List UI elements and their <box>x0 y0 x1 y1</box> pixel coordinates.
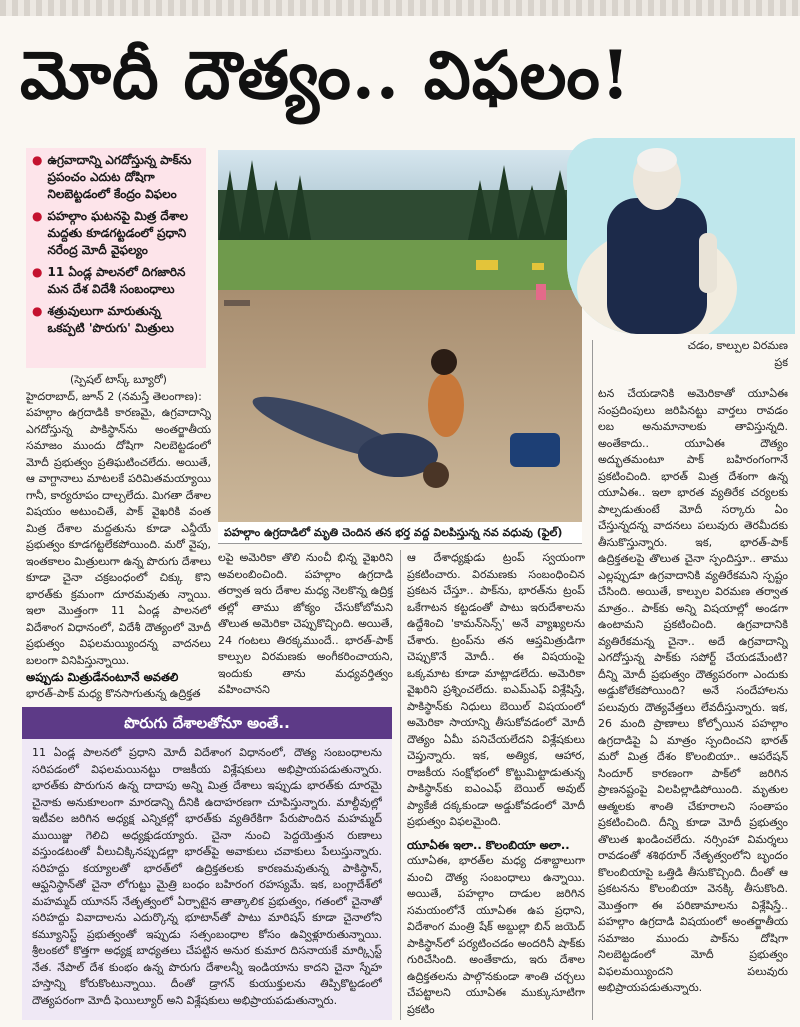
bullet-dot-icon: ● <box>32 304 43 318</box>
column-1 <box>26 372 211 702</box>
bullet-item: ● శత్రువులుగా మారుతున్న ఒకప్పటి 'పొరుగు' మిత్రులు <box>32 304 174 335</box>
bullet-dot-icon: ● <box>32 209 43 223</box>
column-divider <box>592 340 593 1020</box>
column-3-body: ఆ దేశాధ్యక్షుడు ట్రంప్ స్వయంగా ప్రకటించారు. విరమణకు సంబంధించిన ప్రకటన చేస్తూ.. పాక్‌ను, భారత్‌ను ట్రంప్ ఒకేగాటన కట్టడంతో పాటు ఇరుదేశాలను ఉద్దేశించి 'కామన్‌సెన్స్' అనే వ్యాఖ్యలను చేశారు. ట్రంప్‌ను తన ఆప్తమిత్రుడిగా చెప్పుకొనే మోదీ.. ఈ విషయంపై ఒక్కమాట కూడా మాట్లాడలేదు. అమెరికా వైఖరిని ప్రశ్నించలేదు. ఐఎమ్ఎఫ్ విశ్లేషిస్తే, పాకిస్థాన్‌కు నిధులు బెయిల్ విషయంలో అమెరికా సాయాన్ని తీసుకోవడంలో మోదీ దౌత్యం ఏమీ పనిచేయలేదని విశ్లేషకులు చెప్తున్నారు. ఇక, అత్యిక, ఆహార, రాజకీయ సంక్షోభంలో కొట్టుమిట్టాడుతున్న పాకిస్థాన్‌కు ఐఎంఎఫ్ బెయిల్ అవుట్ ప్యాకేజీ దక్కకుండా అడ్డుకోవడంలో మోదీ ప్రభుత్వం విఫలమైంది. <box>407 551 585 828</box>
column-2-body: లపై అమెరికా తొలి నుంచీ భిన్న వైఖరిని అవలంబించింది. పహల్గాం ఉగ్రదాడి తర్వాత ఇరు దేశాల మధ్య నెలకొన్న ఉద్రిక్త తల్లో తాము జోక్యం చేసుకోబోమని తొలుత అమెరికా చెప్పుకొచ్చింది. అయితే, 24 గంటలు తిరక్కముందే.. భారత్-పాక్ కాల్పుల విరమణకు అంగీకరించాయని, ఇందుకు తాను మధ్యవర్తిత్వం వహించానని <box>218 551 393 696</box>
byline: (స్పెషల్ టాస్క్ బ్యూరో) <box>70 373 167 386</box>
bullet-item: ● ఉగ్రవాదాన్ని ఎగదోస్తున్న పాక్‌ను ప్రపంచం ఎదుట దోషిగా నిలబెట్టడంలో కేంద్రం విఫలం <box>32 153 192 201</box>
highlight-bullets <box>26 148 206 368</box>
bullet-dot-icon: ● <box>32 153 43 167</box>
column-3 <box>407 550 585 1020</box>
sidebar-box-title: పొరుగు దేశాలతోనూ అంతే.. <box>22 707 392 739</box>
column-2 <box>218 550 393 702</box>
bullet-item: ● పహల్గాం ఘటనపై మిత్ర దేశాల మద్దతు కూడగట్టడంలో ప్రధాని నరేంద్ర మోదీ వైఫల్యం <box>32 209 188 257</box>
column-4 <box>598 386 788 1020</box>
torn-page-edge <box>0 0 800 16</box>
headline: మోదీ దౌత్యం.. విఫలం! <box>20 36 631 114</box>
column-1-subhead: అప్పుడు మిత్రుడేనంటూనే అవతలి <box>26 670 179 684</box>
main-news-photo <box>218 150 582 522</box>
sidebar-box <box>22 739 392 1020</box>
column-1-tail: భారత్-పాక్ మధ్య కొనసాగుతున్న ఉద్రిక్తత <box>26 686 201 700</box>
dateline: హైదరాబాద్, జూన్ 2 (నమస్తే తెలంగాణ): <box>26 389 202 403</box>
bullet-dot-icon: ● <box>32 265 43 279</box>
column-3-subhead: యూఏఈ ఇలా.. కొలంబియా అలా.. <box>407 837 570 852</box>
column-4-body: టన చేయడానికి అమెరికాతో యూఏఈ సంప్రదింపులు జరిపినట్టు వార్తలు రావడం లబ అనుమానాలకు తావిస్తున్నది. అంతేకాదు.. యూఏఈ దౌత్యం అద్భుతమంటూ పాక్ బహిరంగంగానే ప్రకటించింది. భారత్ మిత్ర దేశంగా ఉన్న యూఏఈ.. ఇలా భారత వ్యతిరేక చర్యలకు పాల్పడుతుంటే మోదీ సర్కారు ఏం చేస్తున్నదన్న వాదనలు పలువురు తెరమీదకు తీసుకొస్తున్నారు. ఇక, భారత్-పాక్ ఉద్రిక్తతలపై తొలుత చైనా స్పందిస్తూ.. తాము ఎల్లప్పుడూ ఉగ్రవాదానికి వ్యతిరేకమని స్పష్టం చేసింది. అయితే, కాల్పుల విరమణ తర్వాత మాత్రం.. పాక్‌కు అన్ని విషయాల్లో అండగా ఉంటామని ప్రకటించింది. ఉగ్రవాదానికి వ్యతిరేకమన్న చైనా.. అదే ఉగ్రవాదాన్ని ఎగదోస్తున్న పాక్‌కు సపోర్ట్ చేయడమేంటి? దీన్ని మోదీ ప్రభుత్వం దౌత్యపరంగా ఎందుకు అడ్డుకోలేకపోయింది? అనే సందేహాలను పలువురు దౌత్యవేత్తలు లేవదీస్తున్నారు. ఇక, 26 మంది ప్రాణాలు కోల్పోయిన పహల్గాం ఉగ్రదాడిపై ఏ మాత్రం స్పందించని భారత్ మరో మిత్ర దేశం కొలంబియా.. ఆపరేషన్ సిందూర్ కారణంగా పాక్‌లో జరిగిన ప్రాణనష్టంపై విలపిల్లాడిపోయింది. మృతుల ఆత్మలకు శాంతి చేకూరాలని సంతాపం ప్రకటించింది. దీన్ని కూడా మోదీ ప్రభుత్వం తొలుత ఖండించలేదు. నర్సింహా విమర్శలు రావడంతో శశిథరూర్ నేతృత్వంలోని బృందం కొలంబియాపై ఒత్తిడి తీసుకొచ్చింది. దీంతో ఆ ప్రకటనను కొలంబియా వెనక్కి తీసుకొంది. మొత్తంగా ఈ పరిణామాలను విశ్లేషిస్తే.. పహల్గాం ఉగ్రదాడి విషయంలో అంతర్జాతీయ సమాజం ముందు పాక్‌ను దోషిగా నిలబెట్టడంలో మోదీ ప్రభుత్వం విఫలమయ్యిందని పలువురు అభిప్రాయపడుతున్నారు. <box>598 387 788 994</box>
sidebar-box-body: 11 ఏండ్ల పాలనలో ప్రధాని మోదీ విదేశాంగ విధానంలో, దౌత్య సంబంధాలను సరిపడంలో విఫలమయినట్టు రాజకీయ విశ్లేషకులు అభిప్రాయపడుతున్నారు. భారత్‌కు పొరుగున ఉన్న దాదాపు అన్ని మిత్ర దేశాలు ఇప్పుడు భారత్‌కు దూరమై చైనాకు అనుకూలంగా మారడాన్ని దీనికి ఉదాహరణగా చూపిస్తున్నారు. మాల్దీవుల్లో ఇటీవల జరిగిన అధ్యక్ష ఎన్నికల్లో భారత్‌కు వ్యతిరేకిగా పేరుపొందిన మహమ్మద్ ముయిజ్జు గెలిచి అధ్యక్షుడయ్యారు. చైనా నుంచి పెద్దయెత్తున రుణాలు వస్తుండటంతో వీలుచిక్కినప్పుడల్లా భారత్‌పై అవాకులు చవాకులు పేలుస్తున్నారు. సరిహద్దు కయ్యాలతో భారత్‌లో ఉద్రిక్తతలకు కారణమవుతున్న పాకిస్థాన్, ఆఫ్ఘనిస్థాన్‌తో చైనా లోగుట్టు మైత్రి బంధం బహిరంగ రహస్యమే. ఇక, బంగ్లాదేశ్‌లో మహమ్మద్ యూనస్ నేతృత్వంలో ఏర్పాటైన తాత్కాలిక ప్రభుత్వం, గతంలో చైనాతో సరిహద్దు వివాదాలను ఎదుర్కొన్న భూటాన్‌తో పాటు మారిషస్ కూడా చైనాలోని కమ్యూనిస్ట్ ప్రభుత్వంతో ఇప్పుడు సత్సంబంధాల కోసం ఉవ్విళ్లూరుతున్నాయి. శ్రీలంకలో కొత్తగా అధ్యక్ష బాధ్యతలు చేపట్టిన అనుర కుమార దిసనాయకే మార్క్సిస్ట్ నేత. నేపాల్ దేశ కుంభం ఉన్న పొరుగు దేశాలన్నీ ఇండియాను కాదని చైనా స్నేహ హస్తాన్ని కోరుకొంటున్నాయి. దీంతో డ్రాగన్ కుయుక్తులను తిప్పికొట్టడంలో దౌత్యపరంగా మోదీ ఫెయిల్యూర్ అని విశ్లేషకులు అభిప్రాయపడుతున్నారు. <box>32 746 382 1007</box>
bullet-item: ● 11 ఏండ్ల పాలనలో దిగజారిన మన దేశ విదేశీ సంబంధాలు <box>32 265 186 296</box>
column-3-body-2: యూఏఈ, భారత్‌ల మధ్య దశాబ్దాలుగా మంచి దౌత్య సంబంధాలు ఉన్నాయి. అయితే, పహల్గాం దాడుల జరిగిన సమయంలోనే యూఏఈ ఉప ప్రధాని, విదేశాంగ మంత్రి షేక్ అబ్దుల్లా బిన్ జయెద్ పాకిస్థాన్‌లో పర్యటించడం అందరినీ షాక్‌కు గురిచేసింది. అంతేకాదు, ఇరు దేశాల ఉద్రిక్తతలను పాల్గొనకుండా శాంతి చర్చలు చేపట్టాలని యూఏఈ ముక్కుసూటిగా ప్రకటిం <box>407 854 585 1016</box>
column-divider <box>400 550 401 1020</box>
column-4-top <box>680 338 788 386</box>
column-4-top-text: చడం, కాల్పుల విరమణ ప్రక <box>687 339 788 369</box>
modi-portrait <box>567 138 795 334</box>
photo-caption: పహల్గాం ఉగ్రదాడిలో మృతి చెందిన తన భర్త వద్ద విలపిస్తున్న నవ వధువు (ఫైల్) <box>218 522 582 544</box>
column-1-body: పహల్గాం ఉగ్రదాడికి కారణమై, ఉగ్రవాదాన్ని ఎగదోస్తున్న పాకిస్థాన్‌ను అంతర్జాతీయ సమాజం ముందు దోషిగా నిలబెట్టడంలో మోదీ ప్రభుత్వం ప్రతిఘటించలేదు. అయితే, ఆ వాగ్దానాలు మాటలకే పరిమితమయ్యాయి గానీ, కార్యరూపం దాల్చలేదు. మిగతా దేశాల విషయం అటుంచితే, పాక్ వైఖరికి వంత మిత్ర దేశాల మద్దతును కూడా ఎన్డీయే ప్రభుత్వం కూడగట్టలేకపోయింది. మరో వైపు, ఇంతకాలం మిత్రులుగా ఉన్న పొరుగు దేశాలు కూడా చైనా చక్రబంధంలో చిక్కు కొని భారత్‌కు క్రమంగా దూరమవుతు న్నాయి. ఇలా మొత్తంగా 11 ఏండ్ల పాలనలో విదేశాంగ విధానంలో, విదేశీ దౌత్యంలో మోదీ ప్రభుత్వం విఫలమయ్యిందన్న వాదనలు బలంగా వినిపిస్తున్నాయి. <box>26 406 211 667</box>
